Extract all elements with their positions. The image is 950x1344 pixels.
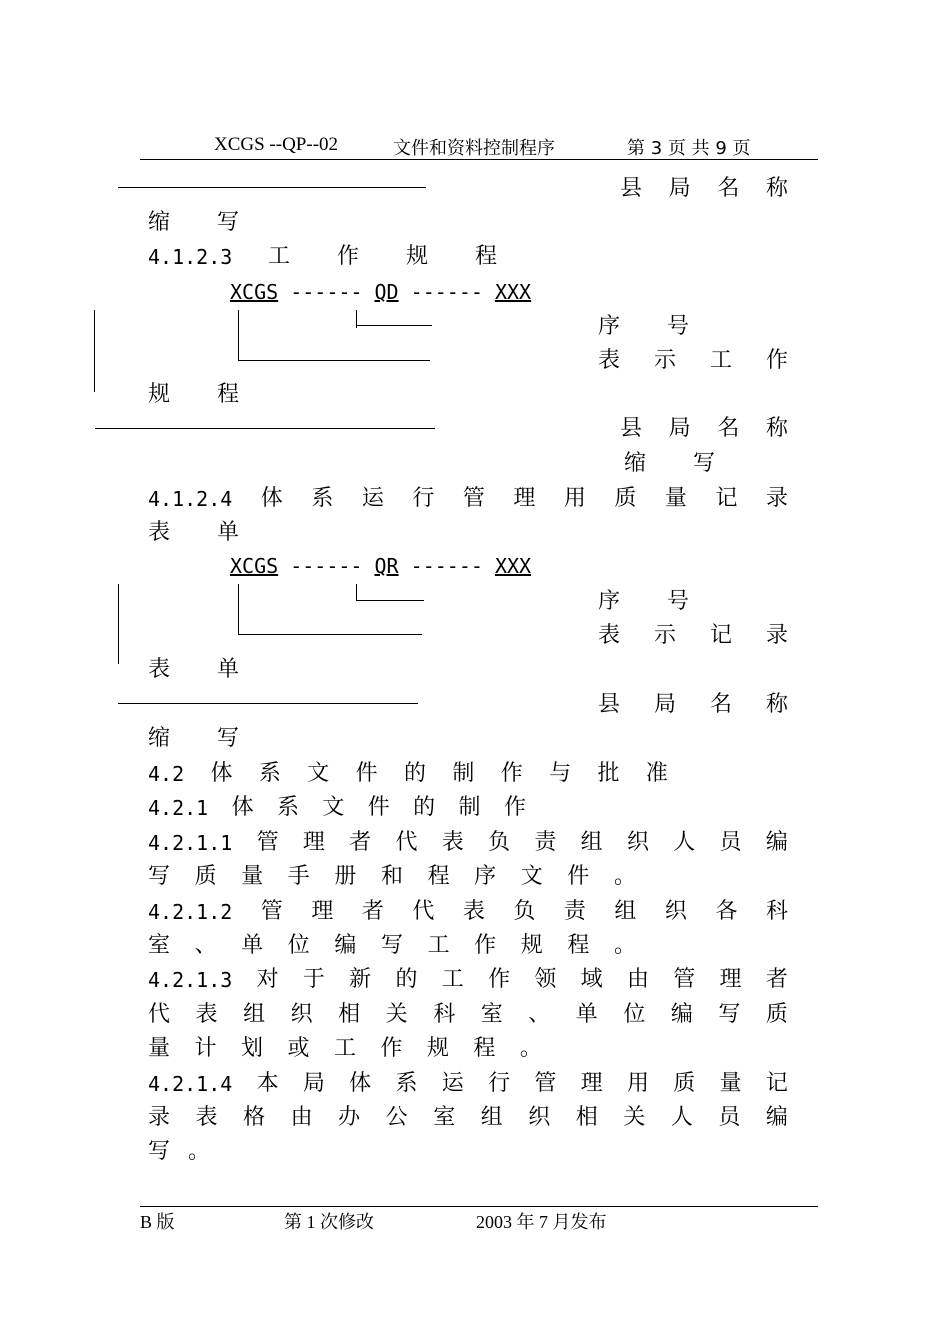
paragraph-line: [148, 1067, 788, 1101]
word: 位: [623, 1002, 646, 1027]
section-heading: [148, 791, 526, 825]
word: 体: [260, 486, 283, 511]
word: 由: [290, 1105, 313, 1130]
code-dash: ------: [410, 280, 483, 304]
word: 工: [709, 348, 732, 373]
word: 局: [653, 692, 676, 717]
word: 写: [148, 864, 171, 889]
seq-label: 序 号: [598, 589, 709, 614]
word: 示: [653, 348, 676, 373]
word: 写: [148, 1139, 171, 1164]
word: 准: [645, 761, 668, 786]
word: 相: [338, 1002, 361, 1027]
word: 。: [613, 933, 636, 958]
paragraph-line: [148, 1032, 542, 1066]
word: 文: [307, 761, 330, 786]
code-part: XXX: [494, 280, 532, 304]
word: 负: [513, 899, 536, 924]
word: 程: [427, 864, 450, 889]
seq-label: 序 号: [598, 314, 709, 339]
word: 记: [709, 623, 732, 648]
word: 域: [580, 967, 603, 992]
word: 织: [528, 1105, 551, 1130]
word: 、: [194, 933, 217, 958]
word: 理: [302, 830, 325, 855]
word: 责: [563, 899, 586, 924]
word: 文: [520, 864, 543, 889]
word: 文: [322, 795, 345, 820]
paragraph-line: [148, 929, 636, 963]
word: 量: [148, 1036, 171, 1061]
word: 作: [488, 967, 511, 992]
word: 人: [670, 1105, 693, 1130]
word: 4.2.1.4: [148, 1072, 233, 1096]
paragraph-line: [148, 963, 788, 997]
word: 质: [765, 1002, 788, 1027]
footer-revision: 第 1 次修改: [284, 1212, 374, 1232]
word: 领: [534, 967, 557, 992]
bracket-line: [356, 325, 432, 326]
word: 规: [520, 933, 543, 958]
header-rule: [140, 159, 818, 160]
word: 织: [664, 899, 687, 924]
word: 写: [380, 933, 403, 958]
footer-rule: [140, 1206, 818, 1207]
section-number: 4.1.2.3: [148, 245, 233, 269]
word: 程: [473, 1036, 496, 1061]
word: 管: [260, 899, 283, 924]
word: 由: [626, 967, 649, 992]
word: 。: [187, 1139, 210, 1164]
word: 表: [195, 1002, 218, 1027]
word: 科: [433, 1002, 456, 1027]
word: 。: [613, 864, 636, 889]
word: 名: [717, 416, 740, 441]
represents-label: [598, 344, 788, 378]
word: 质: [614, 486, 637, 511]
word: 位: [287, 933, 310, 958]
word: 局: [668, 416, 691, 441]
word: 质: [673, 1071, 696, 1096]
word: 工: [333, 1036, 356, 1061]
code-pattern-qd: [230, 280, 531, 304]
county-name-label: [620, 172, 788, 206]
word: 系: [395, 1071, 418, 1096]
word: 4.2: [148, 762, 185, 786]
section-heading: [148, 757, 668, 791]
word: 责: [534, 830, 557, 855]
paragraph-line: [148, 998, 788, 1032]
word: 管: [534, 1071, 557, 1096]
paragraph-line: [148, 1135, 210, 1169]
word: 的: [395, 967, 418, 992]
word: 组: [614, 899, 637, 924]
word: 县: [620, 416, 643, 441]
word: 县: [598, 692, 621, 717]
word: 、: [528, 1002, 551, 1027]
word: 录: [765, 623, 788, 648]
word: 划: [240, 1036, 263, 1061]
word: 编: [765, 1105, 788, 1130]
bracket-line: [118, 584, 119, 664]
word: 局: [302, 1071, 325, 1096]
bracket-line: [238, 584, 239, 634]
section-title-cont: 表 单: [148, 520, 259, 545]
word: 规: [426, 1036, 449, 1061]
word: 系: [276, 795, 299, 820]
word: 表: [441, 830, 464, 855]
word: 织: [290, 1002, 313, 1027]
code-dash: ------: [410, 554, 483, 578]
word: 表: [462, 899, 485, 924]
word: 作: [503, 795, 526, 820]
word: 本: [256, 1071, 279, 1096]
word: 新: [349, 967, 372, 992]
doc-title: 文件和资料控制程序: [393, 138, 555, 159]
word: 作: [765, 348, 788, 373]
forms-label: 表 单: [148, 657, 259, 682]
paragraph-line: [148, 860, 636, 894]
word: 称: [765, 416, 788, 441]
word: 作: [380, 1036, 403, 1061]
word: 局: [668, 176, 691, 201]
paragraph-line: [148, 1101, 788, 1135]
word: 室: [148, 933, 171, 958]
word: 4.2.1.1: [148, 831, 233, 855]
word: 编: [334, 933, 357, 958]
word: 格: [243, 1105, 266, 1130]
county-name-label: [598, 688, 788, 722]
word: 的: [413, 795, 436, 820]
bracket-line: [356, 600, 424, 601]
word: 工: [441, 967, 464, 992]
word: 表: [195, 1105, 218, 1130]
word: 代: [412, 899, 435, 924]
word: 县: [620, 176, 643, 201]
bracket-line: [238, 634, 422, 635]
word: 系: [311, 486, 334, 511]
code-part: XXX: [494, 554, 532, 578]
word: 理: [580, 1071, 603, 1096]
paragraph-line: [148, 826, 788, 860]
word: 组: [480, 1105, 503, 1130]
code-part: QD: [374, 280, 399, 304]
word: 录: [765, 486, 788, 511]
word: 单: [241, 933, 264, 958]
word: 件: [567, 864, 590, 889]
abbr-label: 缩 写: [148, 210, 259, 235]
word: 。: [519, 1036, 542, 1061]
word: 员: [719, 830, 742, 855]
word: 名: [709, 692, 732, 717]
word: 表: [598, 623, 621, 648]
word: 制: [458, 795, 481, 820]
word: 者: [349, 830, 372, 855]
word: 表: [598, 348, 621, 373]
bracket-line: [94, 310, 95, 392]
word: 工: [427, 933, 450, 958]
word: 序: [474, 864, 497, 889]
word: 管: [256, 830, 279, 855]
code-dash: ------: [290, 280, 363, 304]
doc-code: XCGS --QP--02: [214, 134, 339, 155]
word: 和: [380, 864, 403, 889]
word: 4.2.1: [148, 796, 209, 820]
abbr-label: 缩 写: [148, 726, 259, 751]
bracket-line: [356, 584, 357, 600]
word: 科: [765, 899, 788, 924]
word: 办: [338, 1105, 361, 1130]
word: 批: [597, 761, 620, 786]
word: 录: [148, 1105, 171, 1130]
word: 管: [462, 486, 485, 511]
word: 记: [765, 1071, 788, 1096]
word: 单: [575, 1002, 598, 1027]
code-dash: ------: [290, 554, 363, 578]
word: 关: [385, 1002, 408, 1027]
word: 行: [488, 1071, 511, 1096]
footer-date: 2003 年 7 月发布: [476, 1212, 607, 1232]
word: 代: [395, 830, 418, 855]
word: 理: [719, 967, 742, 992]
word: 理: [311, 899, 334, 924]
word: 负: [488, 830, 511, 855]
word: 织: [626, 830, 649, 855]
rules-label: 规 程: [148, 382, 259, 407]
section-title: 工 作 规 程: [268, 244, 517, 269]
word: 作: [500, 761, 523, 786]
word: 记: [715, 486, 738, 511]
word: 量: [664, 486, 687, 511]
paragraph-line: [148, 895, 788, 929]
word: 体: [210, 761, 233, 786]
code-part: XCGS: [230, 554, 279, 578]
code-part: QR: [374, 554, 399, 578]
word: 量: [719, 1071, 742, 1096]
word: 公: [385, 1105, 408, 1130]
bracket-line: [238, 310, 239, 360]
word: 室: [480, 1002, 503, 1027]
word: 编: [670, 1002, 693, 1027]
word: 名: [717, 176, 740, 201]
word: 用: [626, 1071, 649, 1096]
code-pattern-qr: [230, 554, 531, 578]
word: 用: [563, 486, 586, 511]
word: 制: [452, 761, 475, 786]
word: 组: [243, 1002, 266, 1027]
word: 程: [567, 933, 590, 958]
word: 计: [194, 1036, 217, 1061]
word: 关: [623, 1105, 646, 1130]
word: 写: [718, 1002, 741, 1027]
word: 体: [349, 1071, 372, 1096]
word: 各: [715, 899, 738, 924]
section-heading: [148, 482, 788, 516]
word: 相: [575, 1105, 598, 1130]
word: 件: [355, 761, 378, 786]
word: 质: [194, 864, 217, 889]
code-part: XCGS: [230, 280, 279, 304]
county-name-label: [620, 412, 788, 446]
word: 示: [653, 623, 676, 648]
word: 人: [673, 830, 696, 855]
word: 运: [441, 1071, 464, 1096]
represents-label: [598, 619, 788, 653]
word: 册: [334, 864, 357, 889]
word: 行: [412, 486, 435, 511]
word: 于: [302, 967, 325, 992]
word: 称: [765, 692, 788, 717]
word: 4.2.1.3: [148, 968, 233, 992]
word: 系: [258, 761, 281, 786]
bracket-line: [118, 703, 418, 704]
word: 4.2.1.2: [148, 900, 233, 924]
footer-version: B 版: [140, 1212, 175, 1232]
word: 运: [361, 486, 384, 511]
word: 组: [580, 830, 603, 855]
word: 者: [361, 899, 384, 924]
word: 与: [549, 761, 572, 786]
word: 称: [765, 176, 788, 201]
word: 4.1.2.4: [148, 487, 233, 511]
bracket-line: [95, 428, 435, 429]
word: 理: [513, 486, 536, 511]
word: 编: [765, 830, 788, 855]
word: 件: [367, 795, 390, 820]
bracket-line: [238, 360, 430, 361]
word: 室: [433, 1105, 456, 1130]
word: 代: [148, 1002, 171, 1027]
word: 者: [765, 967, 788, 992]
word: 对: [256, 967, 279, 992]
word: 作: [474, 933, 497, 958]
word: 或: [287, 1036, 310, 1061]
page-info: 第 3 页 共 9 页: [627, 138, 751, 159]
word: 手: [287, 864, 310, 889]
word: 量: [241, 864, 264, 889]
bracket-line: [118, 187, 426, 188]
word: 的: [403, 761, 426, 786]
word: 体: [231, 795, 254, 820]
abbr-label: 缩 写: [624, 451, 735, 476]
word: 管: [673, 967, 696, 992]
word: 员: [718, 1105, 741, 1130]
